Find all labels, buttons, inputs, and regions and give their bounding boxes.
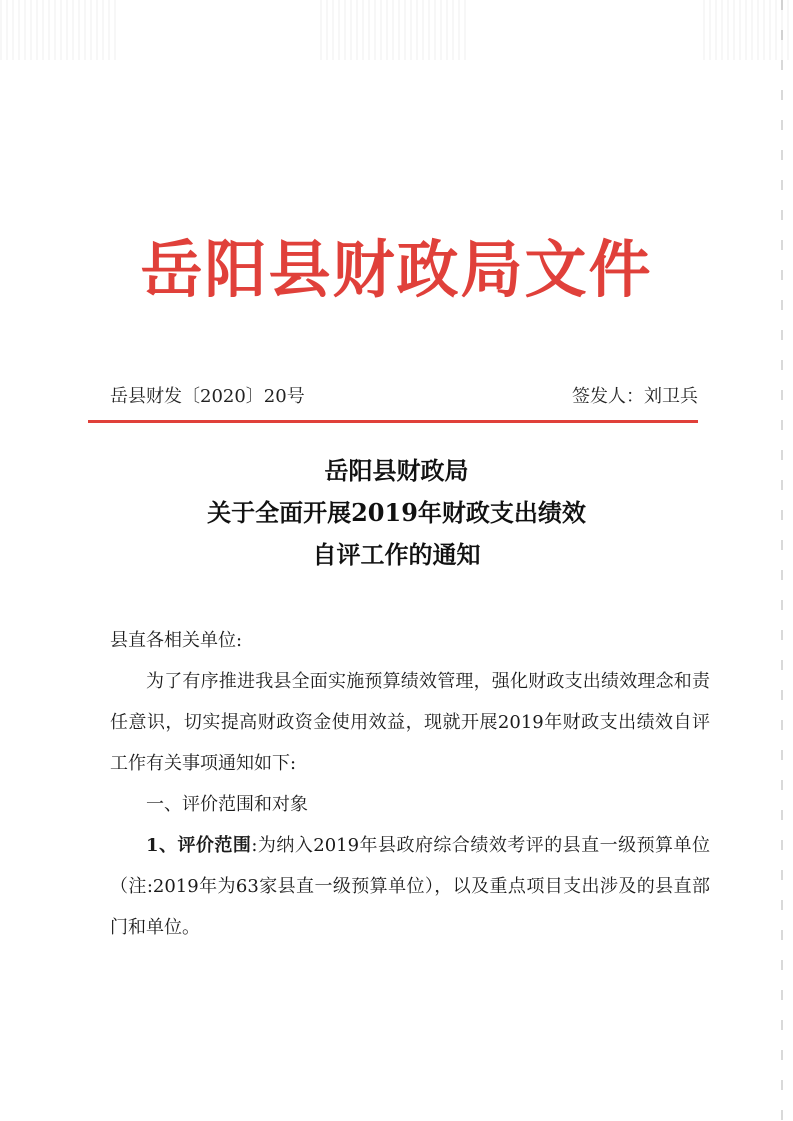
scan-artifact-middle bbox=[320, 0, 470, 60]
red-divider-rule bbox=[88, 420, 698, 423]
scan-artifact-left bbox=[0, 0, 120, 60]
salutation: 县直各相关单位: bbox=[110, 630, 243, 651]
scan-artifact-right bbox=[703, 0, 793, 60]
title-line-2: 关于全面开展2019年财政支出绩效 bbox=[207, 498, 586, 527]
item-1-label: 1、评价范围 bbox=[146, 835, 252, 856]
item-1-text: :为纳入2019年县政府综合绩效考评的县直一级预算单位（注:2019年为63家县直一级预算单位），以及重点项目支出涉及的县直部门和单位。 bbox=[110, 835, 710, 938]
item-1 bbox=[110, 825, 710, 948]
title-line-3: 自评工作的通知 bbox=[312, 540, 481, 569]
title-line-1: 岳阳县财政局 bbox=[324, 456, 469, 485]
document-number: 岳县财发〔2020〕20号 bbox=[110, 386, 305, 407]
paragraph-1: 为了有序推进我县全面实施预算绩效管理，强化财政支出绩效理念和责任意识，切实提高财政资金使用效益，现就开展2019年财政支出绩效自评工作有关事项通知如下: bbox=[110, 671, 710, 774]
reference-line bbox=[110, 382, 698, 408]
signer: 签发人：刘卫兵 bbox=[572, 386, 698, 407]
section-1-heading: 一、评价范围和对象 bbox=[146, 794, 308, 815]
document-body bbox=[110, 620, 710, 948]
document-title bbox=[0, 450, 793, 576]
document-header-title: 岳阳县财政局文件 bbox=[140, 233, 653, 306]
